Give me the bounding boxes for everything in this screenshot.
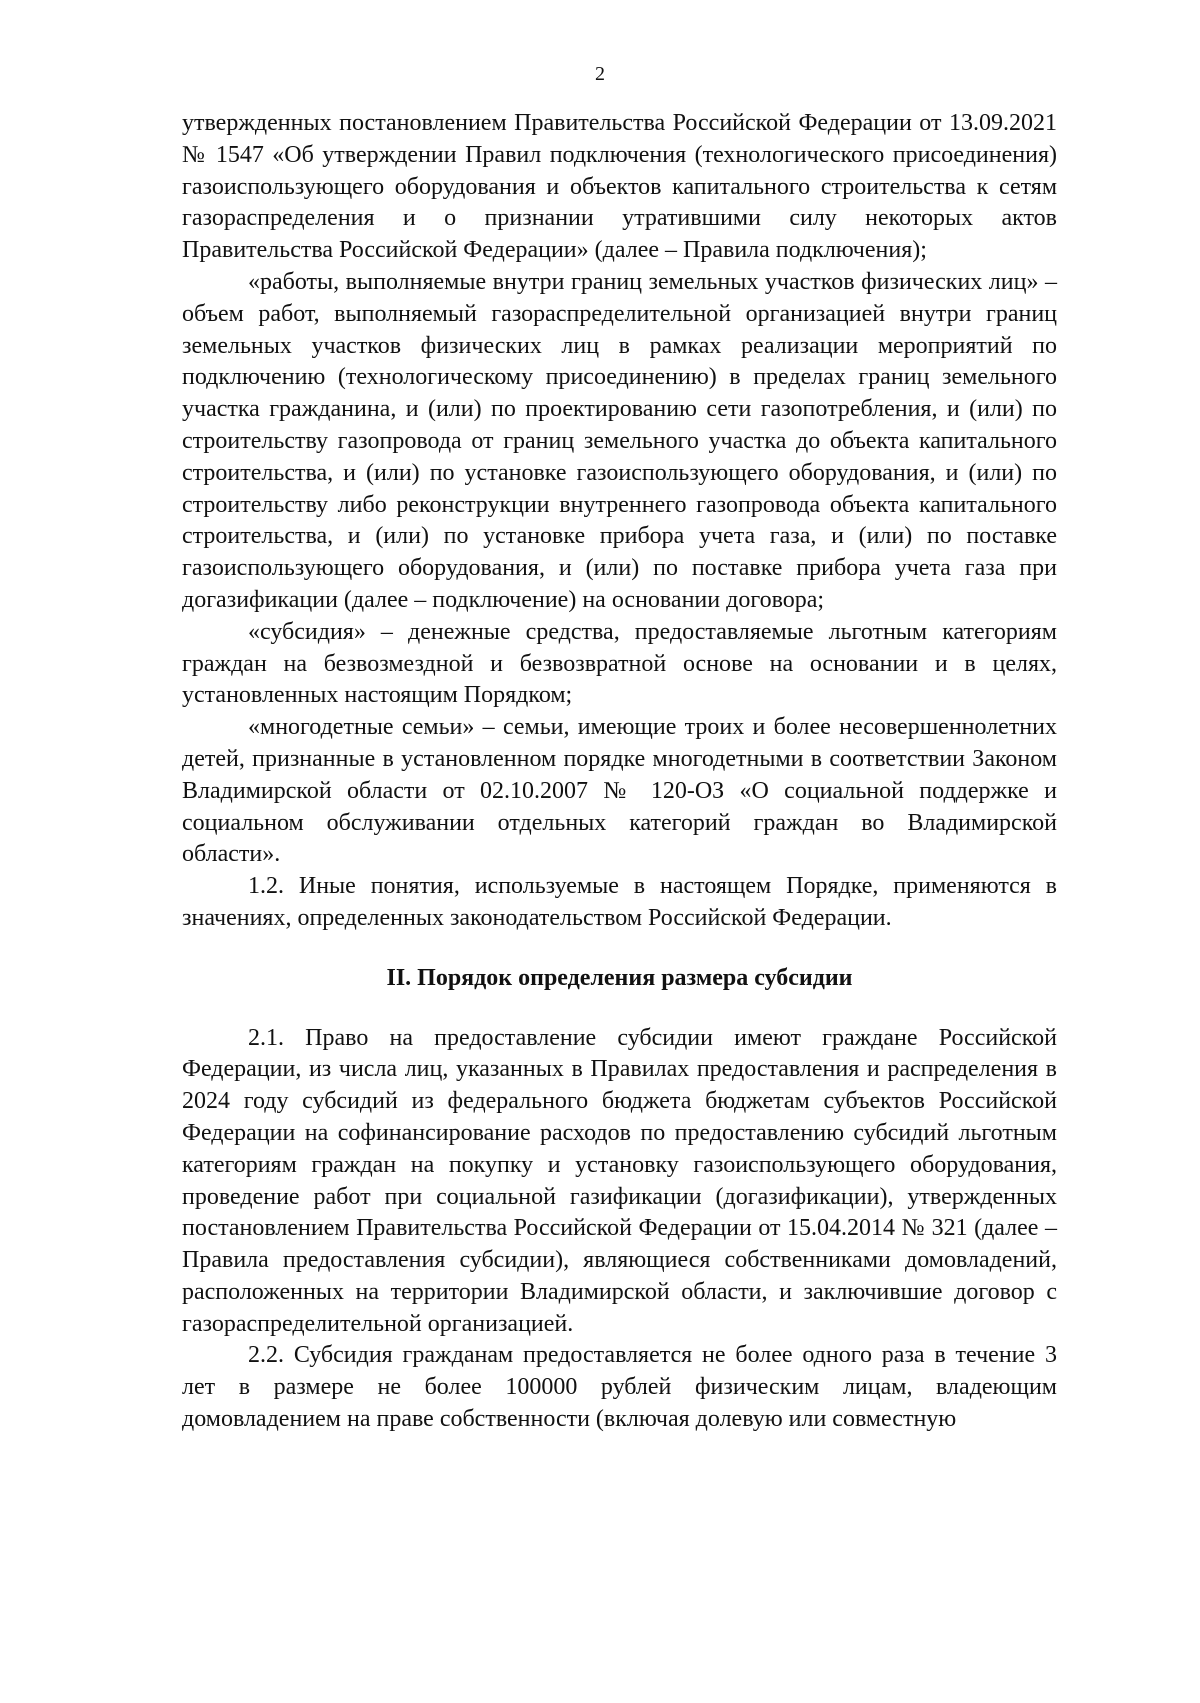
paragraph-2-1: 2.1. Право на предоставление субсидии имеют граждане Российской Федерации, из числа лиц, указанных в Правилах предоставления и распределения в 2024 году субсидий из федерального бюджета бюджетам субъектов Российской Федерации на софинансирование расходов по предоставлению субсидий льготным категориям граждан на покупку и установку газоиспользующего оборудования, проведение работ при социальной газификации (догазификации), утвержденных постановлением Правительства Российской Федерации от 15.04.2014 № 321 (далее – Правила предоставления субсидии), являющиеся собственниками домовладений, расположенных на территории Владимирской области, и заключившие договор с газораспределительной организацией. xyxy=(182,1024,1057,1337)
paragraph-subsidy-definition: «субсидия» – денежные средства, предоставляемые льготным категориям граждан на безвозмездной и безвозвратной основе на основании и в целях, установленных настоящим Порядком; xyxy=(182,618,1057,709)
paragraph-2-2: 2.2. Субсидия гражданам предоставляется не более одного раза в течение 3 лет в размере не более 100000 рублей физическим лицам, владеющим домовладением на праве собственности (включая долевую или совместную xyxy=(182,1342,1057,1433)
paragraph-works-definition: «работы, выполняемые внутри границ земельных участков физических лиц» – объем работ, выполняемый газораспределительной организацией внутри границ земельных участков физических лиц в рамках реализации мероприятий по подключению (технологическому присоединению) в пределах границ земельного участка гражданина, и (или) по проектированию сети газопотребления, и (или) по строительству газопровода от границ земельного участка до объекта капитального строительства, и (или) по установке газоиспользующего оборудования, и (или) по строительству либо реконструкции внутреннего газопровода объекта капитального строительства, и (или) по установке прибора учета газа, и (или) по поставке газоиспользующего оборудования, и (или) по поставке прибора учета газа при догазификации (далее – подключение) на основании договора; xyxy=(182,268,1057,613)
paragraph-1-2: 1.2. Иные понятия, используемые в настоящем Порядке, применяются в значениях, определенных законодательством Российской Федерации. xyxy=(182,873,1057,931)
paragraph-large-families-definition: «многодетные семьи» – семьи, имеющие троих и более несовершеннолетних детей, признанные в установленном порядке многодетными в соответствии Законом Владимирской области от 02.10.2007 № 120-ОЗ «О социальной поддержке и социальном обслуживании отдельных категорий граждан во Владимирской области». xyxy=(182,714,1057,868)
paragraph-rules-reference: утвержденных постановлением Правительства Российской Федерации от 13.09.2021 № 1547 «Об утверждении Правил подключения (технологического присоединения) газоиспользующего оборудования и объектов капитального строительства к сетям газораспределения и о признании утратившими силу некоторых актов Правительства Российской Федерации» (далее – Правила подключения); xyxy=(182,110,1057,264)
document-body xyxy=(182,108,1057,1436)
section-heading: II. Порядок определения размера субсидии xyxy=(386,964,853,991)
page-number: 2 xyxy=(595,63,605,85)
